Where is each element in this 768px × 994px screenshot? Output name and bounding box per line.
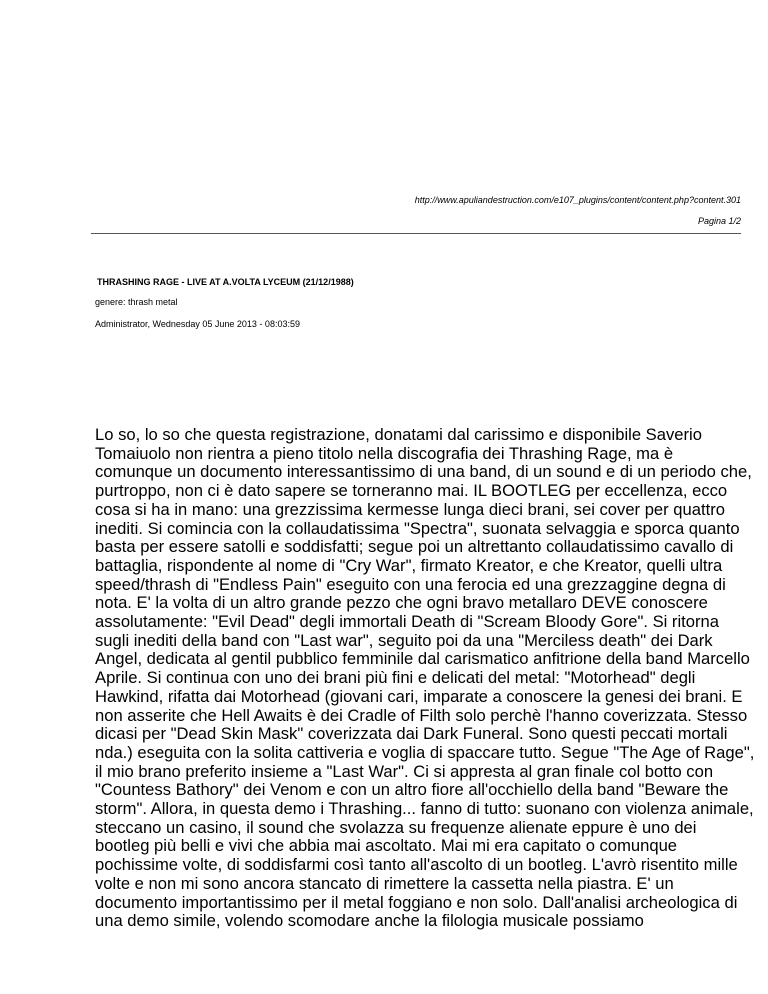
article-body: Lo so, lo so che questa registrazione, donatami dal carissimo e disponibile Saverio Tomaiuolo non rientra a pieno titolo nella discografia dei Thrashing Rage, ma è comunque un documento interessantissimo di una band, di un sound e di un periodo che, purtroppo, non ci è dato sapere se torneranno mai. IL BOOTLEG per eccellenza, ecco cosa si ha in mano: una grezzissima kermesse lunga dieci brani, sei cover per quattro inediti. Si comincia con la collaudatissima "Spectra", suonata selvaggia e sporca quanto basta per essere satolli e soddisfatti; segue poi un altrettanto collaudatissimo cavallo di battaglia, rispondente al nome di "Cry War", firmato Kreator, e che Kreator, quelli ultra speed/thrash di "Endless Pain" eseguito con una ferocia ed una grezzaggine degna di nota. E' la volta di un altro grande pezzo che ogni bravo metallaro DEVE conoscere assolutamente: "Evil Dead" degli immortali Death di "Scream Bloody Gore". Si ritorna sugli inediti della band con "Last war", seguito poi da una "Merciless death" dei Dark Angel, dedicata al gentil pubblico femminile dal carismatico anfitrione della band Marcello Aprile. Si continua con uno dei brani più fini e delicati del metal: "Motorhead" degli Hawkind, rifatta dai Motorhead (giovani cari, imparate a conoscere la genesi dei brani. E non asserite che Hell Awaits è dei Cradle of Filth solo perchè l'hanno coverizzata. Stesso dicasi per "Dead Skin Mask" coverizzata dai Dark Funeral. Sono questi peccati mortali nda.) eseguita con la solita cattiveria e voglia di spaccare tutto. Segue "The Age of Rage", il mio brano preferito insieme a "Last War". Ci si appresta al gran finale col botto con "Countess Bathory" dei Venom e con un altro fiore all'occhiello della band "Beware the storm". Allora, in questa demo i Thrashing... fanno di tutto: suonano con violenza animale, steccano un casino, il sound che svolazza su frequenze alienate eppure è uno dei bootleg più belli e vivi che abbia mai ascoltato. Mai mi era capitato o comunque pochissime volte, di soddisfarmi così tanto all'ascolto di un bootleg. L'avrò risentito mille volte e non mi sono ancora stancato di rimettere la cassetta nella piastra. E' un documento importantissimo per il metal foggiano e non solo. Dall'analisi archeologica di una demo simile, volendo scomodare anche la filologia musicale possiamo (95, 425, 755, 931)
page-number: Pagina 1/2 (697, 216, 741, 226)
header-url: http://www.apuliandestruction.com/e107_plugins/content/content.php?content.301 (414, 195, 741, 205)
article-byline: Administrator, Wednesday 05 June 2013 - 08:03:59 (95, 319, 300, 329)
article-title: THRASHING RAGE - LIVE AT A.VOLTA LYCEUM (21/12/1988) (97, 277, 354, 287)
header-divider (91, 233, 741, 234)
article-genre: genere: thrash metal (95, 297, 178, 307)
